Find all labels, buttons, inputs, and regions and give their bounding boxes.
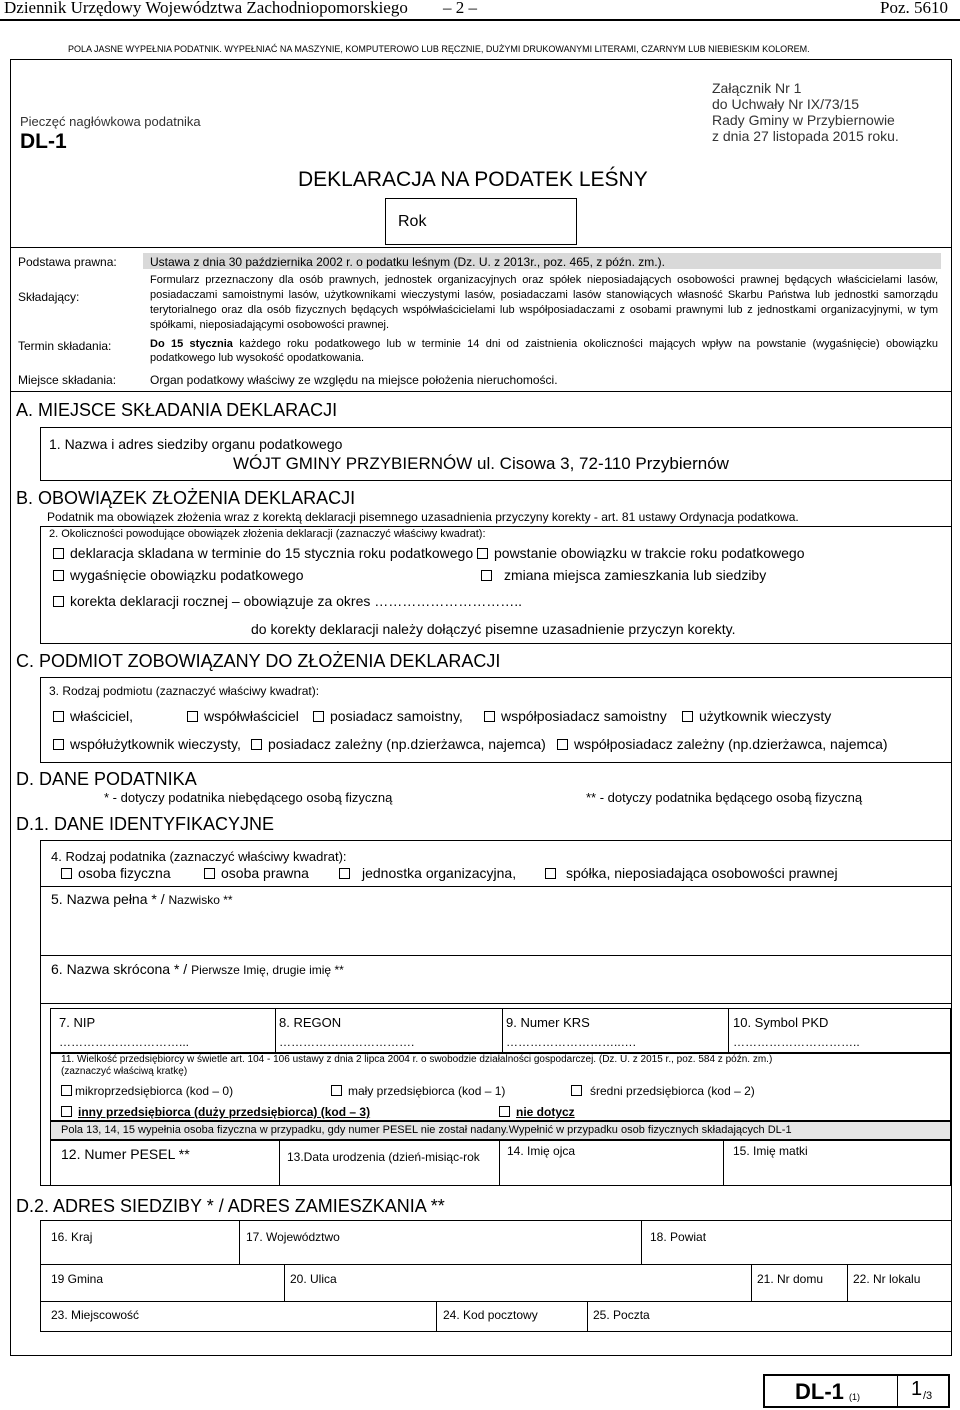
note-legal-person: * - dotyczy podatnika niebędącego osobą fizyczną	[104, 790, 393, 805]
field-4-label: 4. Rodzaj podatnika (zaznaczyć właściwy kwadrat):	[51, 849, 347, 864]
section-c-title: C. PODMIOT ZOBOWIĄZANY DO ZŁOŻENIA DEKLARACJI	[16, 651, 501, 671]
checkbox-icon[interactable]	[53, 596, 64, 607]
attachment-line-2: do Uchwały Nr IX/73/15	[712, 96, 860, 112]
checkbox-icon[interactable]	[251, 739, 262, 750]
section-d2-title: D.2. ADRES SIEDZIBY * / ADRES ZAMIESZKANIA **	[16, 1196, 445, 1216]
footer-page-number: 1	[911, 1378, 923, 1400]
attachment-line-3: Rady Gminy w Przybiernowie	[712, 112, 895, 128]
checkbox-icon[interactable]	[499, 1106, 510, 1117]
note-natural-person: ** - dotyczy podatnika będącego osobą fizyczną	[586, 790, 863, 805]
street-label[interactable]: 20. Ulica	[290, 1272, 337, 1286]
opt-medium[interactable]	[571, 1084, 755, 1098]
opt-not-applicable[interactable]	[499, 1105, 575, 1119]
commune-label[interactable]: 19 Gmina	[51, 1272, 104, 1286]
field-11-sub: (zaznaczyć właściwą kratkę)	[61, 1066, 188, 1077]
opt-arise[interactable]	[477, 545, 805, 561]
opt-coowner[interactable]	[187, 708, 299, 724]
footer-code-sub: (1)	[849, 1392, 860, 1402]
section-a-title: A. MIEJSCE SKŁADANIA DEKLARACJI	[16, 400, 338, 420]
regon-field[interactable]: …………………………….	[279, 1035, 415, 1049]
birthdate-label[interactable]: 13.Data urodzenia (dzień-misiąc-rok	[287, 1150, 480, 1164]
checkbox-icon[interactable]	[53, 570, 64, 581]
field-5-label-main: 5. Nazwa pełna * /	[51, 891, 169, 907]
section-d-title: D. DANE PODATNIKA	[16, 769, 197, 789]
section-d1-title: D.1. DANE IDENTYFIKACYJNE	[16, 814, 275, 834]
opt-large[interactable]	[61, 1105, 370, 1119]
checkbox-icon[interactable]	[545, 868, 556, 879]
opt-natural-person-label: osoba fizyczna	[78, 865, 171, 881]
pesel-label[interactable]: 12. Numer PESEL **	[61, 1146, 190, 1162]
termin-bold: Do 15 stycznia	[150, 338, 233, 350]
opt-perpetual-user[interactable]	[682, 708, 831, 724]
year-label: Rok	[398, 213, 427, 230]
field-3-label: 3. Rodzaj podmiotu (zaznaczyć właściwy kwadrat):	[49, 684, 320, 698]
section-b-title: B. OBOWIĄZEK ZŁOŻENIA DEKLARACJI	[16, 488, 356, 508]
attachment-line-4: z dnia 27 listopada 2015 roku.	[712, 128, 899, 144]
checkbox-icon[interactable]	[204, 868, 215, 879]
field-6-label[interactable]	[51, 961, 344, 979]
correction-period-field[interactable]: …………………………..	[374, 593, 523, 609]
termin-rest: każdego roku podatkowego lub w terminie 14 dni od zaistnienia okoliczności mających wpływ na powstanie (wygaśnięcie) obowiązku podatkowego lub wysokość opodatkowania.	[150, 338, 938, 364]
podstawa-label: Podstawa prawna:	[18, 255, 117, 269]
footer-code-box	[763, 1374, 950, 1408]
checkbox-icon[interactable]	[571, 1085, 582, 1096]
checkbox-icon[interactable]	[484, 711, 495, 722]
opt-micro-label: mikroprzedsiębiorca (kod – 0)	[75, 1084, 234, 1098]
field-6-label-main: 6. Nazwa skrócona * /	[51, 961, 192, 977]
checkbox-icon[interactable]	[61, 1085, 72, 1096]
checkbox-icon[interactable]	[61, 1106, 72, 1117]
section-b-note: Podatnik ma obowiązek złożenia wraz z korektą deklaracji pisemnego uzasadnienia przyczyny korekty - art. 81 ustawy Ordynacja podatkowa.	[47, 510, 799, 524]
city-label[interactable]: 23. Miejscowość	[51, 1308, 140, 1322]
position-number: Poz. 5610	[880, 0, 948, 17]
regon-label: 8. REGON	[279, 1015, 342, 1030]
opt-micro[interactable]	[61, 1084, 233, 1098]
opt-owner[interactable]	[53, 708, 133, 724]
opt-dependent-copossessor-label: współposiadacz zależny (np.dzierżawca, najemca)	[574, 736, 888, 752]
header-rule	[0, 19, 960, 21]
opt-legal-person[interactable]	[204, 865, 309, 881]
opt-medium-label: średni przedsiębiorca (kod – 2)	[590, 1084, 755, 1098]
opt-not-applicable-label: nie dotycz	[516, 1105, 575, 1119]
opt-small-label: mały przedsiębiorca (kod – 1)	[348, 1084, 506, 1098]
opt-company[interactable]	[545, 865, 838, 881]
checkbox-icon[interactable]	[53, 711, 64, 722]
skladajacy-label: Składający:	[18, 290, 80, 304]
stamp-code: DL-1	[20, 130, 67, 153]
opt-in-term-label: deklaracja skladana w terminie do 15 stycznia roku podatkowego	[70, 545, 474, 561]
attachment-line-1: Załącznik Nr 1	[712, 80, 802, 96]
field-11-label: 11. Wielkość przedsiębiorcy w świetle art. 104 - 106 ustawy z dnia 2 lipca 2004 r. o swobodzie działalności gospodarczej. (Dz. U. z 2015 r., poz. 584 z późn. zm.)	[61, 1054, 773, 1065]
opt-org-unit-label: jednostka organizacyjna,	[362, 865, 517, 881]
opt-change-address[interactable]	[481, 567, 766, 583]
checkbox-icon[interactable]	[557, 739, 568, 750]
field-2-label: 2. Okoliczności powodujące obowiązek złożenia deklaracji (zaznaczyć właściwy kwadrat):	[49, 528, 486, 540]
nip-field[interactable]: …………………………...	[59, 1035, 190, 1049]
opt-coperpetual-user[interactable]	[53, 736, 241, 752]
instructions: POLA JASNE WYPEŁNIA PODATNIK. WYPEŁNIAĆ NA MASZYNIE, KOMPUTEROWO LUB RĘCZNIE, DUŻYMI DRUKOWANYMI LITERAMI, CZARNYM LUB NIEBIESKIM KOLOREM.	[68, 44, 810, 54]
journal-title: Dziennik Urzędowy Województwa Zachodniopomorskiego	[4, 0, 408, 17]
opt-in-term[interactable]	[53, 545, 473, 561]
checkbox-icon[interactable]	[187, 711, 198, 722]
miejsce-text: Organ podatkowy właściwy ze względu na miejsce położenia nieruchomości.	[150, 373, 558, 387]
miejsce-label: Miejsce składania:	[18, 373, 117, 387]
apartment-number-label[interactable]: 22. Nr lokalu	[853, 1272, 921, 1286]
opt-perpetual-user-label: użytkownik wieczysty	[699, 708, 832, 724]
opt-expire[interactable]	[53, 567, 303, 583]
postal-code-label[interactable]: 24. Kod pocztowy	[443, 1308, 538, 1322]
checkbox-icon[interactable]	[477, 548, 488, 559]
opt-small[interactable]	[331, 1084, 505, 1098]
page-marker: – 2 –	[443, 0, 477, 17]
skladajacy-text: Formularz przeznaczony dla osób prawnych, jednostek organizacyjnych oraz spółek nieposiadających osobowości prawnej będących właścicielami lasów, posiadaczami samoistnymi lasów, użytkownikami wieczystymi lasów, posiadaczami lasów stanowiących własność Skarbu Państwa lub jednostki samorządu terytorialnego oraz dla osób fizycznych będących współwłaścicielami lub współposiadaczami z osobami prawnymi lub z jednostkami organizacyjnymi, w tym spółkami, nieposiadającymi osobowości prawnej.	[150, 274, 938, 331]
father-name-label[interactable]: 14. Imię ojca	[507, 1144, 576, 1158]
opt-coowner-label: współwłaściciel	[204, 708, 299, 724]
attachment-info	[712, 80, 899, 144]
krs-label: 9. Numer KRS	[506, 1015, 590, 1030]
field-11-box	[50, 1053, 951, 1121]
opt-dependent-possessor-label: posiadacz zależny (np.dzierżawca, najemca)	[268, 736, 546, 752]
stamp-label: Pieczęć nagłówkowa podatnika	[20, 114, 201, 129]
field-1-value: WÓJT GMINY PRZYBIERNÓW ul. Cisowa 3, 72-110 Przybiernów	[233, 454, 729, 473]
termin-text	[150, 337, 938, 365]
field-6-label-sub: Pierwsze Imię, drugie imię **	[191, 963, 344, 977]
year-field[interactable]	[385, 198, 577, 245]
field-1-box[interactable]	[40, 427, 952, 481]
opt-legal-person-label: osoba prawna	[221, 865, 309, 881]
checkbox-icon[interactable]	[53, 548, 64, 559]
field-5-label-sub: Nazwisko **	[168, 893, 233, 907]
opt-natural-person[interactable]	[61, 865, 171, 881]
mother-name-label[interactable]: 15. Imię matki	[733, 1144, 808, 1158]
pkd-field[interactable]: …………………………..	[733, 1035, 860, 1049]
pesel-note: Pola 13, 14, 15 wypełnia osoba fizyczna w przypadku, gdy numer PESEL nie został nadany.Wypełnić w przypadku osob fizycznych składających DL-1	[61, 1124, 792, 1136]
checkbox-icon[interactable]	[61, 868, 72, 879]
footer-page-total: /3	[923, 1390, 933, 1402]
pesel-note-box	[50, 1121, 951, 1140]
form-title: DEKLARACJA NA PODATEK LEŚNY	[298, 168, 648, 191]
termin-label: Termin składania:	[18, 339, 112, 353]
podstawa-text: Ustawa z dnia 30 października 2002 r. o podatku leśnym (Dz. U. z 2013r., poz. 465, z późn. zm.).	[150, 255, 665, 269]
field-2-box	[40, 526, 952, 644]
section-d2-box	[40, 1220, 952, 1332]
field-5-label[interactable]	[51, 891, 233, 909]
field-1-label: 1. Nazwa i adres siedziby organu podatkowego	[49, 436, 343, 452]
opt-large-label: inny przedsiębiorca (duży przedsiębiorca) (kod – 3)	[78, 1105, 371, 1119]
opt-copossessor[interactable]	[484, 708, 667, 724]
correction-note: do korekty deklaracji należy dołączyć pisemne uzasadnienie przyczyn korekty.	[251, 621, 736, 637]
checkbox-icon[interactable]	[331, 1085, 342, 1096]
checkbox-icon[interactable]	[313, 711, 324, 722]
opt-possessor[interactable]	[313, 708, 463, 724]
checkbox-icon[interactable]	[53, 739, 64, 750]
opt-owner-label: właściciel,	[70, 708, 134, 724]
country-label[interactable]: 16. Kraj	[51, 1230, 93, 1244]
ids-row	[50, 1008, 951, 1053]
post-office-label[interactable]: 25. Poczta	[593, 1308, 650, 1322]
pkd-label: 10. Symbol PKD	[733, 1015, 829, 1030]
opt-copossessor-label: współposiadacz samoistny	[501, 708, 667, 724]
opt-correction-label: korekta deklaracji rocznej – obowiązuje za okres	[70, 593, 371, 609]
opt-expire-label: wygaśnięcie obowiązku podatkowego	[70, 567, 304, 583]
opt-change-address-label: zmiana miejsca zamieszkania lub siedziby	[504, 567, 767, 583]
opt-dependent-possessor[interactable]	[251, 736, 546, 752]
opt-possessor-label: posiadacz samoistny,	[330, 708, 463, 724]
opt-dependent-copossessor[interactable]	[557, 736, 888, 752]
opt-company-label: spółka, nieposiadająca osobowości prawnej	[566, 865, 838, 881]
pesel-row	[50, 1140, 951, 1186]
nip-label: 7. NIP	[59, 1015, 96, 1030]
opt-arise-label: powstanie obowiązku w trakcie roku podatkowego	[494, 545, 805, 561]
voivodeship-label[interactable]: 17. Województwo	[246, 1230, 340, 1244]
checkbox-icon[interactable]	[339, 868, 350, 879]
checkbox-icon[interactable]	[682, 711, 693, 722]
county-label[interactable]: 18. Powiat	[650, 1230, 707, 1244]
opt-correction[interactable]	[53, 593, 522, 609]
opt-coperpetual-user-label: współużytkownik wieczysty,	[70, 736, 241, 752]
house-number-label[interactable]: 21. Nr domu	[757, 1272, 824, 1286]
field-3-box	[40, 677, 952, 763]
checkbox-icon[interactable]	[481, 570, 492, 581]
footer-code: DL-1	[795, 1379, 844, 1404]
krs-field[interactable]: ………………………..….	[506, 1035, 637, 1049]
opt-org-unit[interactable]	[339, 865, 516, 881]
